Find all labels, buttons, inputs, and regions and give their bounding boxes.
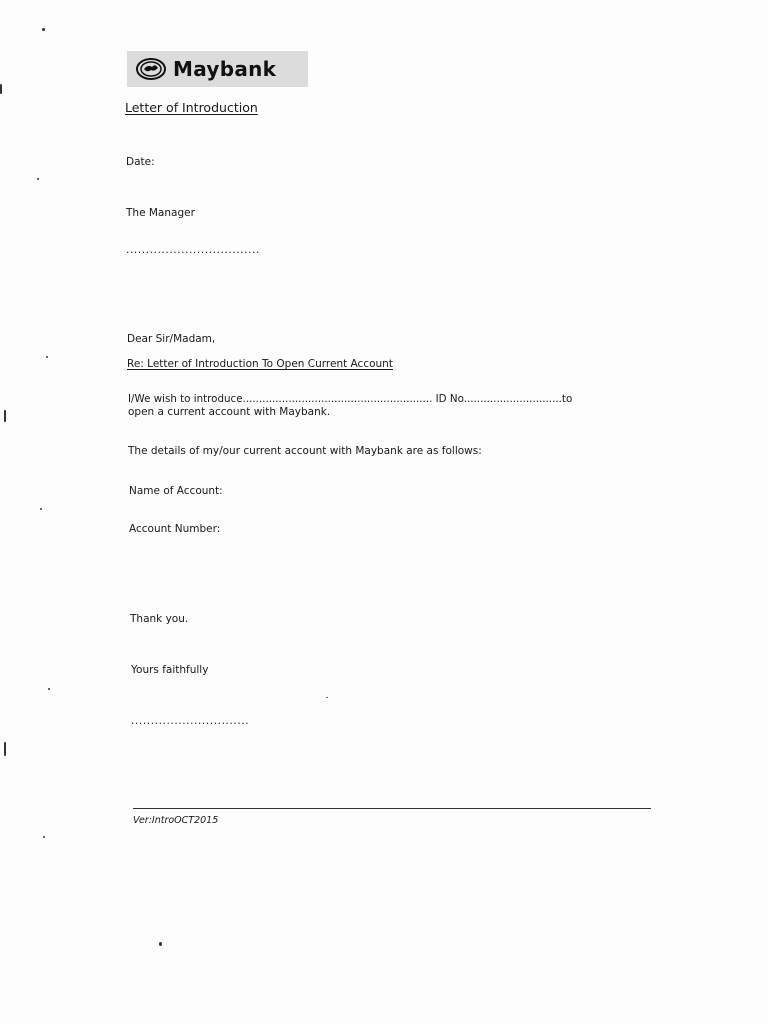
scan-speck — [42, 28, 45, 31]
thank-you: Thank you. — [130, 613, 189, 625]
salutation: Dear Sir/Madam, — [127, 333, 216, 345]
maybank-logo — [127, 51, 308, 87]
subject-line: Re: Letter of Introduction To Open Current Account — [127, 358, 393, 370]
footer-rule — [133, 808, 651, 809]
intro-line-continued: open a current account with Maybank. — [128, 406, 331, 418]
scan-speck — [48, 688, 50, 690]
closing: Yours faithfully — [131, 664, 209, 676]
brand-name: Maybank — [173, 57, 277, 81]
page-title: Letter of Introduction — [125, 100, 258, 115]
recipient: The Manager — [126, 207, 195, 219]
signature-dots: .............................. — [131, 715, 250, 727]
tiger-emblem-icon — [135, 57, 167, 81]
scan-speck — [326, 697, 328, 698]
scan-speck — [46, 356, 48, 358]
recipient-address-dots: .................................. — [126, 244, 260, 256]
scan-speck — [159, 942, 162, 946]
account-name-label: Name of Account: — [129, 485, 223, 497]
scan-speck — [0, 84, 2, 94]
scan-speck — [37, 178, 39, 180]
account-number-label: Account Number: — [129, 523, 221, 535]
scan-speck — [4, 410, 6, 422]
details-intro: The details of my/our current account with Maybank are as follows: — [128, 445, 482, 457]
scan-speck — [4, 742, 6, 756]
intro-line: I/We wish to introduce.......................................................... ID No..............................to — [128, 393, 573, 405]
date-label: Date: — [126, 156, 155, 168]
version-code: Ver:IntroOCT2015 — [133, 815, 219, 826]
scan-speck — [40, 508, 42, 510]
scan-speck — [43, 836, 45, 838]
